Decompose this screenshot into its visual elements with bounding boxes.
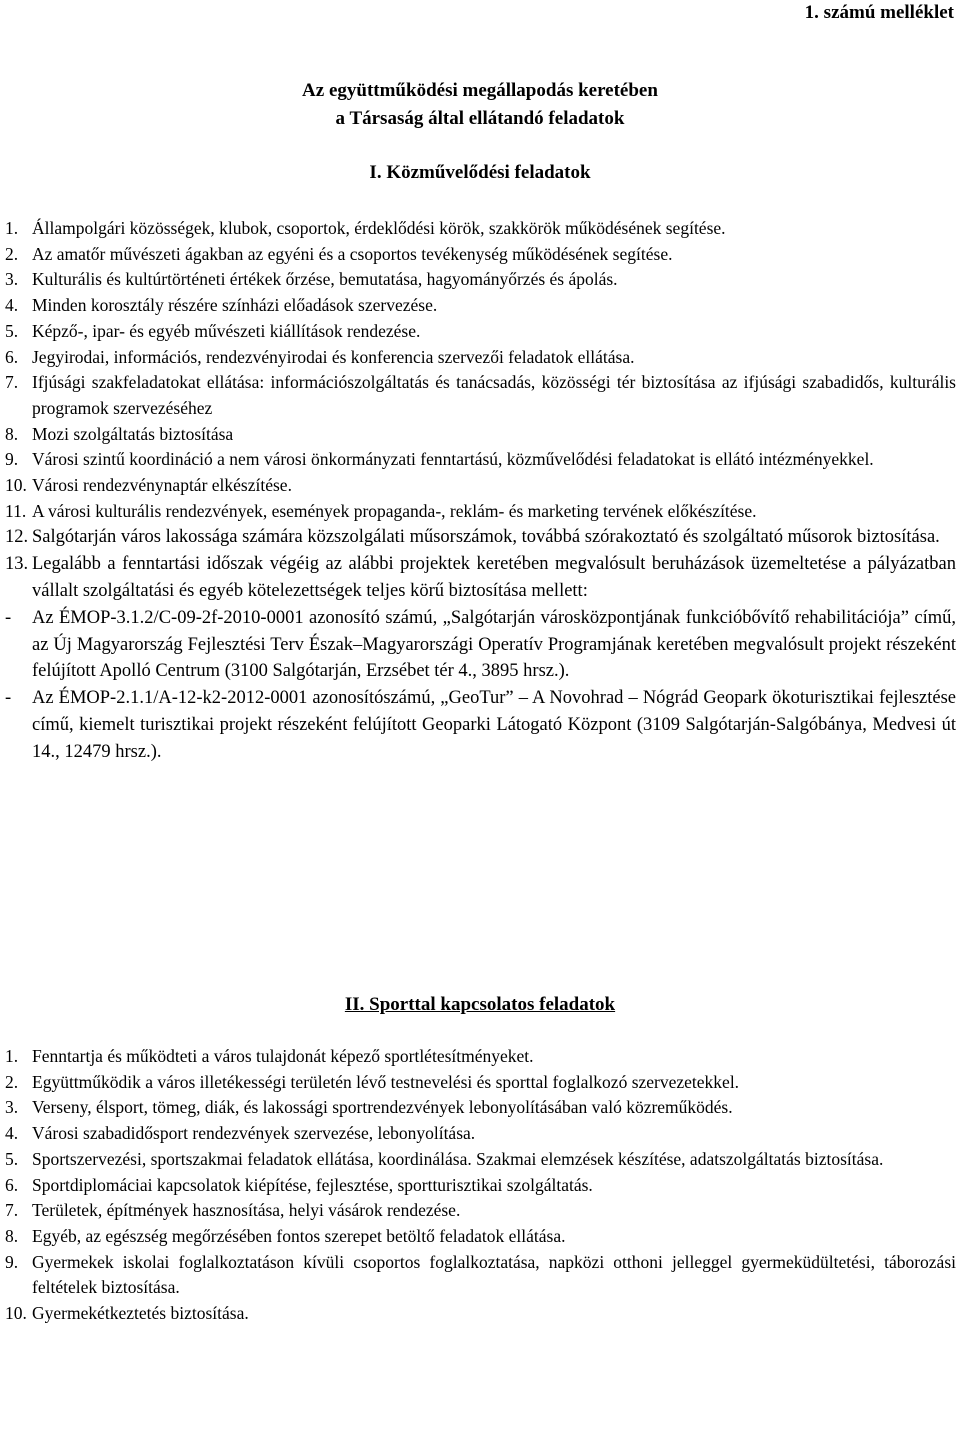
- list-item: [5, 447, 956, 473]
- item-text: Az amatőr művészeti ágakban az egyéni és a csoportos tevékenység működésének segítése.: [32, 243, 673, 264]
- section-2-heading-text: II. Sporttal kapcsolatos feladatok: [344, 994, 616, 1015]
- item-text: Területek, építmények hasznosítása, helyi vásárok rendezése.: [32, 1200, 461, 1221]
- item-number: 7.: [5, 372, 19, 393]
- item-text: Városi szintű koordináció a nem városi önkormányzati fenntartású, közművelődési feladatokat is ellátó intézményekkel.: [32, 449, 874, 470]
- item-text: Egyéb, az egészség megőrzésében fontos szerepet betöltő feladatok ellátása.: [32, 1225, 566, 1246]
- list-item: [5, 216, 956, 242]
- list-item: [5, 1173, 956, 1199]
- item-number: 1.: [5, 218, 19, 238]
- item-text: Verseny, élsport, tömeg, diák, és lakossági sportrendezvények lebonyolításában való közreműködés.: [32, 1097, 733, 1118]
- item-number: 6.: [5, 346, 19, 367]
- list-item: [5, 267, 956, 293]
- title-line-2: a Társaság által ellátandó feladatok: [335, 108, 625, 129]
- list-item: [5, 1095, 956, 1121]
- list-item: [5, 1198, 956, 1224]
- list-item: [5, 319, 956, 345]
- dash-marker: -: [5, 688, 12, 709]
- subitem-text: Az ÉMOP-2.1.1/A-12-k2-2012-0001 azonosítószámú, „GeoTur” – A Novohrad – Nógrád Geopark ökoturisztikai fejlesztése című, kiemelt turisztikai projekt részeként felújított Geoparki Látogató Központ (3109 Salgótarján-Salgóbánya, Medvesi út 14., 12479 hrsz.).: [32, 688, 956, 762]
- item-number: 8.: [5, 423, 19, 444]
- list-item: [5, 370, 956, 421]
- section-2-heading: [0, 994, 960, 1016]
- item-text: Salgótarján város lakossága számára közszolgálati műsorszámok, továbbá szórakoztató és szolgáltató műsorok biztosítása.: [32, 527, 940, 548]
- item-text: Városi szabadidősport rendezvények szervezése, lebonyolítása.: [32, 1123, 476, 1144]
- subitem-text: Az ÉMOP-3.1.2/C-09-2f-2010-0001 azonosító számú, „Salgótarján városközpontjának funkcióbővítő rehabilitációja” című, az Új Magyarország Fejlesztési Terv Észak–Magyarországi Operatív Programjának keretében megvalósult projekt részeként felújított Apolló Centrum (3100 Salgótarján, Erzsébet tér 4., 3895 hrsz.).: [32, 607, 956, 682]
- item-number: 12.: [5, 527, 29, 548]
- list-item: [5, 1070, 956, 1096]
- item-text: Gyermekek iskolai foglalkoztatáson kívüli csoportos foglalkoztatása, napközi otthoni jelleggel gyermeküdültetési, táborozási feltételek biztosítása.: [32, 1251, 956, 1298]
- list-item: [5, 1301, 956, 1327]
- item-number: 6.: [5, 1174, 19, 1195]
- item-text: Kulturális és kultúrtörténeti értékek őrzése, bemutatása, hagyományőrzés és ápolás.: [32, 269, 618, 290]
- list-item: [5, 1147, 956, 1173]
- item-text: Jegyirodai, információs, rendezvényirodai és konferencia szervezői feladatok ellátása.: [32, 346, 635, 367]
- item-number: 3.: [5, 269, 19, 290]
- list-item: [5, 524, 956, 551]
- list-item: [5, 1250, 956, 1301]
- list-item: [5, 1121, 956, 1147]
- item-text: Gyermekétkeztetés biztosítása.: [32, 1303, 249, 1324]
- list-item: [5, 1224, 956, 1250]
- item-number: 4.: [5, 295, 19, 316]
- project-subitem: [5, 605, 956, 685]
- item-text: Együttműködik a város illetékességi területén lévő testnevelési és sporttal foglalkozó szervezetekkel.: [32, 1071, 740, 1092]
- project-subitem: [5, 685, 956, 765]
- item-number: 5.: [5, 1148, 19, 1169]
- item-number: 10.: [5, 1303, 27, 1324]
- item-number: 2.: [5, 1071, 19, 1092]
- dash-marker: -: [5, 607, 12, 628]
- item-text: Sportszervezési, sportszakmai feladatok ellátása, koordinálása. Szakmai elemzések készítése, adatszolgáltatás biztosítása.: [32, 1148, 884, 1169]
- item-text: Minden korosztály részére színházi előadások szervezése.: [32, 295, 438, 316]
- item-text: Városi rendezvénynaptár elkészítése.: [32, 475, 292, 496]
- item-number: 5.: [5, 320, 19, 341]
- section-1-list: [5, 216, 956, 766]
- item-text: Állampolgári közösségek, klubok, csoportok, érdeklődési körök, szakkörök működésének segítése.: [32, 218, 726, 238]
- item-number: 9.: [5, 449, 19, 470]
- item-number: 8.: [5, 1225, 19, 1246]
- document-title: [0, 77, 960, 133]
- item-number: 7.: [5, 1200, 19, 1221]
- list-item: [5, 345, 956, 371]
- item-text: Sportdiplomáciai kapcsolatok kiépítése, fejlesztése, sportturisztikai szolgáltatás.: [32, 1174, 593, 1195]
- title-line-1: Az együttműködési megállapodás keretében: [302, 80, 658, 101]
- list-item: [5, 242, 956, 268]
- item-text: Ifjúsági szakfeladatokat ellátása: információszolgáltatás és tanácsadás, közösségi tér biztosítása az ifjúsági szabadidős, kulturális programok szervezéséhez: [32, 372, 956, 418]
- item-number: 13.: [5, 554, 29, 575]
- item-text: Mozi szolgáltatás biztosítása: [32, 423, 234, 444]
- list-item: [5, 422, 956, 448]
- item-text: Képző-, ipar- és egyéb művészeti kiállítások rendezése.: [32, 320, 421, 341]
- item-text: Fenntartja és működteti a város tulajdonát képező sportlétesítményeket.: [32, 1046, 534, 1066]
- list-item: [5, 1044, 956, 1070]
- list-item: [5, 293, 956, 319]
- item-number: 1.: [5, 1046, 19, 1066]
- section-2-list: [5, 1044, 956, 1327]
- item-number: 9.: [5, 1251, 19, 1272]
- item-text: Legalább a fenntartási időszak végéig az alábbi projektek keretében megvalósult beruházások üzemeltetése a pályázatban vállalt szolgáltatási és egyéb kötelezettségek teljes körű biztosítása mellett:: [32, 554, 956, 602]
- item-text: A városi kulturális rendezvények, események propaganda-, reklám- és marketing tervének előkészítése.: [32, 500, 757, 521]
- list-item: [5, 473, 956, 499]
- item-number: 11.: [5, 500, 27, 521]
- list-item: [5, 499, 956, 525]
- item-number: 4.: [5, 1123, 19, 1144]
- annex-label: 1. számú melléklet: [804, 2, 954, 23]
- item-number: 2.: [5, 243, 19, 264]
- section-1-heading: I. Közművelődési feladatok: [369, 162, 591, 183]
- item-number: 10.: [5, 475, 27, 496]
- item-number: 3.: [5, 1097, 19, 1118]
- list-item: [5, 551, 956, 605]
